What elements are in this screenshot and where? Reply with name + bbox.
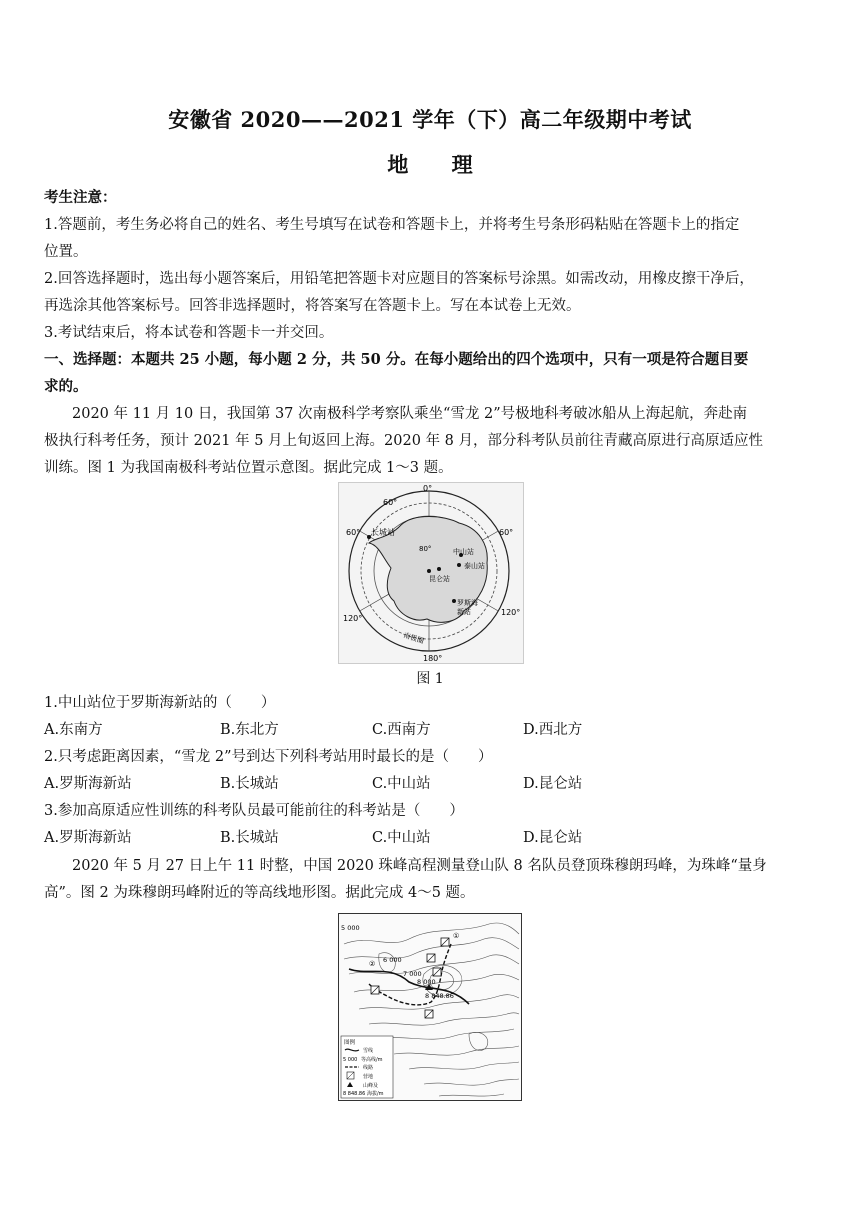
question-2-option-c: C.中山站 — [372, 776, 431, 792]
legend-contour-text: 等高线/m — [361, 1057, 383, 1063]
legend-camp: 营地 — [363, 1074, 374, 1080]
route-mark-1: ① — [453, 932, 460, 940]
question-2-stem: 2.只考虑距离因素，“雪龙 2”号到达下列科考站用时最长的是（ ） — [44, 749, 493, 765]
contour-label-6000: 6 000 — [383, 956, 402, 964]
notice-item-1-line-1: 1.答题前，考生务必将自己的姓名、考生号填写在试卷和答题卡上，并将考生号条形码粘贴在答题卡上的指定 — [44, 217, 740, 233]
subject-title: 地 理 — [387, 152, 491, 177]
taishan-label: 泰山站 — [464, 562, 485, 570]
notice-item-2-line-2: 再选涂其他答案标号。回答非选择题时，将答案写在答题卡上。写在本试卷上无效。 — [44, 298, 581, 314]
question-3-option-d: D.昆仑站 — [523, 830, 583, 846]
legend-peak-value: 8 848.86 — [343, 1091, 366, 1097]
question-1-option-a: A.东南方 — [44, 722, 103, 738]
notice-item-2-line-1: 2.回答选择题时，选出每小题答案后，用铅笔把答题卡对应题目的答案标号涂黑。如需改动，用橡皮擦干净后， — [44, 271, 754, 287]
legend-peak-text: 海拔/m — [367, 1091, 384, 1097]
legend-title: 图例 — [344, 1040, 356, 1046]
zhongshan-label: 中山站 — [453, 548, 474, 556]
taishan-dot — [457, 563, 461, 567]
question-1-option-b: B.东北方 — [220, 722, 279, 738]
question-3-option-c: C.中山站 — [372, 830, 431, 846]
kunlun-label: 昆仑站 — [429, 575, 450, 583]
figure-2-svg — [339, 914, 521, 1100]
question-2-option-d: D.昆仑站 — [523, 776, 583, 792]
question-2-option-a: A.罗斯海新站 — [44, 776, 132, 792]
changcheng-label: 长城站 — [371, 528, 395, 537]
question-2-option-b: B.长城站 — [220, 776, 279, 792]
legend-box — [341, 1036, 393, 1098]
legend-route: 线路 — [363, 1065, 374, 1071]
exam-title: 安徽省 2020——2021 学年（下）高二年级期中考试 — [168, 107, 692, 132]
question-1-stem: 1.中山站位于罗斯海新站的（ ） — [44, 695, 276, 711]
antarctic-circle-label: 南极圈 — [402, 631, 425, 646]
legend-peak-name: 山峰及 — [363, 1083, 379, 1089]
contour-label-5000: 5 000 — [341, 924, 360, 932]
camp-hatching — [371, 938, 449, 1018]
figure-1-caption: 图 1 — [416, 671, 444, 687]
rossea-label-line-1: 罗斯海 — [457, 599, 478, 607]
legend-contour-value: 5 000 — [343, 1057, 358, 1063]
figure-1-svg — [339, 483, 523, 663]
lon-60-right-label: 60° — [499, 528, 514, 537]
lon-60-top-left-label: 60° — [383, 498, 398, 507]
lon-0-label: 0° — [423, 484, 433, 493]
south-pole-dot — [427, 569, 431, 573]
passage-1-line-1: 2020 年 11 月 10 日，我国第 37 次南极科学考察队乘坐“雪龙 2”号极地科考破冰船从上海起航，奔赴南 — [72, 406, 748, 422]
camp-markers — [371, 938, 449, 1018]
figure-2-contour-map — [338, 913, 522, 1101]
question-3-option-b: B.长城站 — [220, 830, 279, 846]
rossea-dot — [452, 599, 456, 603]
contour-label-7000: 7 000 — [403, 970, 422, 978]
passage-1-line-3: 训练。图 1 为我国南极科考站位置示意图。据此完成 1～3 题。 — [44, 460, 453, 476]
lon-120-right-label: 120° — [501, 608, 521, 617]
notice-heading: 考生注意： — [44, 189, 117, 206]
passage-2-line-2: 高”。图 2 为珠穆朗玛峰附近的等高线地形图。据此完成 4～5 题。 — [44, 885, 475, 901]
passage-1-line-2: 极执行科考任务，预计 2021 年 5 月上旬返回上海。2020 年 8 月，部分科考队员前往青藏高原进行高原适应性 — [44, 433, 764, 449]
question-3-stem: 3.参加高原适应性训练的科考队员最可能前往的科考站是（ ） — [44, 803, 464, 819]
notice-item-3: 3.考试结束后，将本试卷和答题卡一并交回。 — [44, 325, 334, 341]
figure-1-antarctic-map — [338, 482, 524, 664]
question-1-option-d: D.西北方 — [523, 722, 583, 738]
kunlun-dot — [437, 567, 441, 571]
lon-120-left-label: 120° — [343, 614, 363, 623]
rossea-label-line-2: 新站 — [457, 608, 471, 616]
summit-label: 8 848.86 — [425, 992, 454, 1000]
section-1-heading-line-2: 求的。 — [44, 378, 88, 395]
lat-80-label: 80° — [419, 545, 432, 553]
question-1-option-c: C.西南方 — [372, 722, 431, 738]
notice-item-1-line-2: 位置。 — [44, 244, 88, 260]
route-mark-2: ② — [369, 960, 376, 968]
question-3-option-a: A.罗斯海新站 — [44, 830, 132, 846]
lon-60-left-label: 60° — [346, 528, 361, 537]
lon-180-label: 180° — [423, 654, 443, 663]
section-1-heading-line-1: 一、选择题：本题共 25 小题，每小题 2 分，共 50 分。在每小题给出的四个选项中，只有一项是符合题目要 — [44, 351, 749, 368]
contour-label-8000: 8 000 — [417, 978, 436, 986]
legend-snow-line: 雪线 — [363, 1048, 374, 1054]
passage-2-line-1: 2020 年 5 月 27 日上午 11 时整，中国 2020 珠峰高程测量登山队 8 名队员登顶珠穆朗玛峰，为珠峰“量身 — [72, 858, 767, 874]
